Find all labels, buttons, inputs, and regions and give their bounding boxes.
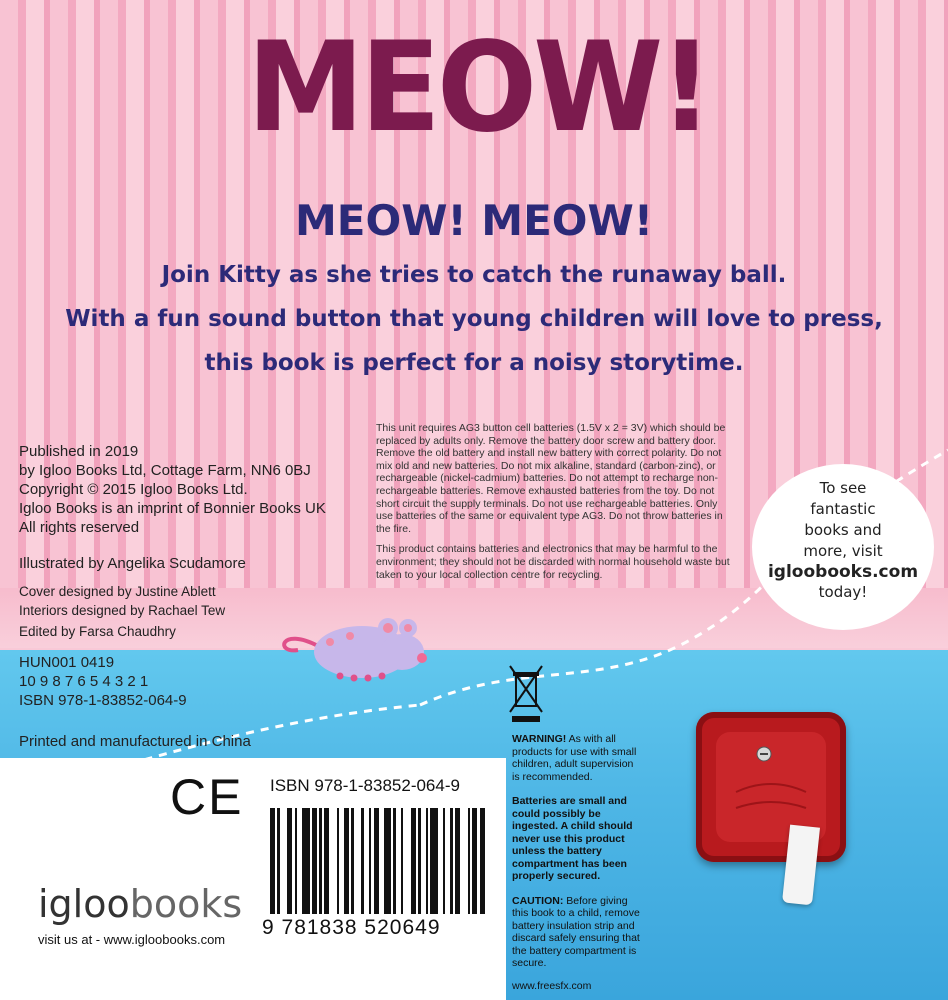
bubble-line: To see — [819, 479, 867, 497]
bubble-line: fantastic — [810, 500, 876, 518]
barcode-bar — [485, 808, 490, 914]
caution-label: CAUTION: — [512, 894, 564, 907]
publisher-line: Igloo Books is an imprint of Bonnier Books UK — [19, 500, 326, 517]
warning-label: WARNING! — [512, 733, 567, 745]
illustrator-credit: Illustrated by Angelika Scudamore — [19, 555, 246, 572]
barcode-bar — [354, 808, 361, 914]
visit-url: visit us at - www.igloobooks.com — [38, 932, 226, 947]
barcode-bar — [329, 808, 336, 914]
warnings — [512, 733, 642, 992]
barcode-digits: 9 781838 520649 — [262, 916, 441, 939]
bubble-url: igloobooks.com — [767, 562, 919, 582]
battery-instructions: This unit requires AG3 button cell batteries (1.5V x 2 = 3V) which should be replaced by adults only. Remove the battery door screw and battery door. Remove the old battery and install new battery with correct polarity. Do not mix old and new batteries. Do not mix alkaline, standard (carbon-zinc), or rechargeable (nickel-cadmium) batteries. Do not attempt to recharge non-rechargeable batteries. Remove exhausted batteries from the toy. Do not short circuit the supply terminals. Do not use rechargeable batteries. Only use batteries of the same or equivalent type AG3. Do not throw batteries in the fire. — [376, 422, 726, 535]
blurb-line-3: this book is perfect for a noisy storytime. — [204, 350, 744, 376]
warning-text: As with all products for use with small children, adult supervision is recommended. — [512, 733, 637, 783]
bubble-line: books and — [804, 521, 882, 539]
ingestion-warning: Batteries are small and could possibly be ingested. A child should never use this product unless the battery compartment has been properly secured. — [512, 795, 633, 882]
barcode-bar — [403, 808, 410, 914]
bubble-line: more, visit — [803, 542, 883, 560]
publisher-line: All rights reserved — [19, 519, 140, 536]
blurb-line-1: Join Kitty as she tries to catch the runaway ball. — [161, 262, 787, 288]
barcode-bar — [430, 808, 437, 914]
print-run: 10 9 8 7 6 5 4 3 2 1 — [19, 673, 149, 690]
environment-notice: This product contains batteries and electronics that may be harmful to the environment; they should not be discarded with normal household waste but taken to your local collection centre for recycling. — [376, 543, 730, 581]
sfx-site: www.freesfx.com — [512, 979, 592, 992]
book-title: MEOW! — [246, 14, 710, 160]
editor-credit: Edited by Farsa Chaudhry — [19, 624, 176, 639]
publisher-line: Published in 2019 — [19, 443, 139, 460]
publisher-info — [19, 442, 326, 537]
sound-button-device[interactable] — [696, 712, 846, 862]
barcode-isbn: ISBN 978-1-83852-064-9 — [270, 776, 460, 795]
weee-bin-icon — [508, 662, 544, 726]
barcode — [270, 808, 490, 914]
ce-mark: CE — [170, 769, 244, 825]
printed-in: Printed and manufactured in China — [19, 733, 251, 750]
device-panel — [696, 712, 846, 862]
barcode-bar — [384, 808, 391, 914]
cover-designer-credit: Cover designed by Justine Ablett — [19, 584, 216, 599]
toy-mouse-illustration — [270, 606, 440, 686]
publisher-line: by Igloo Books Ltd, Cottage Farm, NN6 0BJ — [19, 462, 311, 479]
book-subtitle: MEOW! MEOW! — [295, 196, 653, 245]
interior-designer-credit: Interiors designed by Rachael Tew — [19, 603, 226, 618]
logo-igloo: igloo — [38, 882, 130, 926]
isbn-line: ISBN 978-1-83852-064-9 — [19, 692, 187, 709]
logo-books: books — [129, 882, 243, 926]
barcode-bar — [280, 808, 287, 914]
bubble-line: today! — [818, 583, 868, 601]
battery-notice — [376, 422, 736, 581]
publisher-line: Copyright © 2015 Igloo Books Ltd. — [19, 481, 248, 498]
caution-text: Before giving this book to a child, remove battery insulation strip and discard safely ensuring that the battery compartment is secure. — [512, 894, 640, 969]
barcode-bar — [460, 808, 467, 914]
print-code: HUN001 0419 — [19, 654, 115, 671]
igloobooks-logo — [38, 882, 242, 926]
barcode-bar — [302, 808, 309, 914]
website-bubble — [752, 464, 934, 630]
blurb-line-2: With a fun sound button that young children will love to press, — [65, 306, 883, 332]
